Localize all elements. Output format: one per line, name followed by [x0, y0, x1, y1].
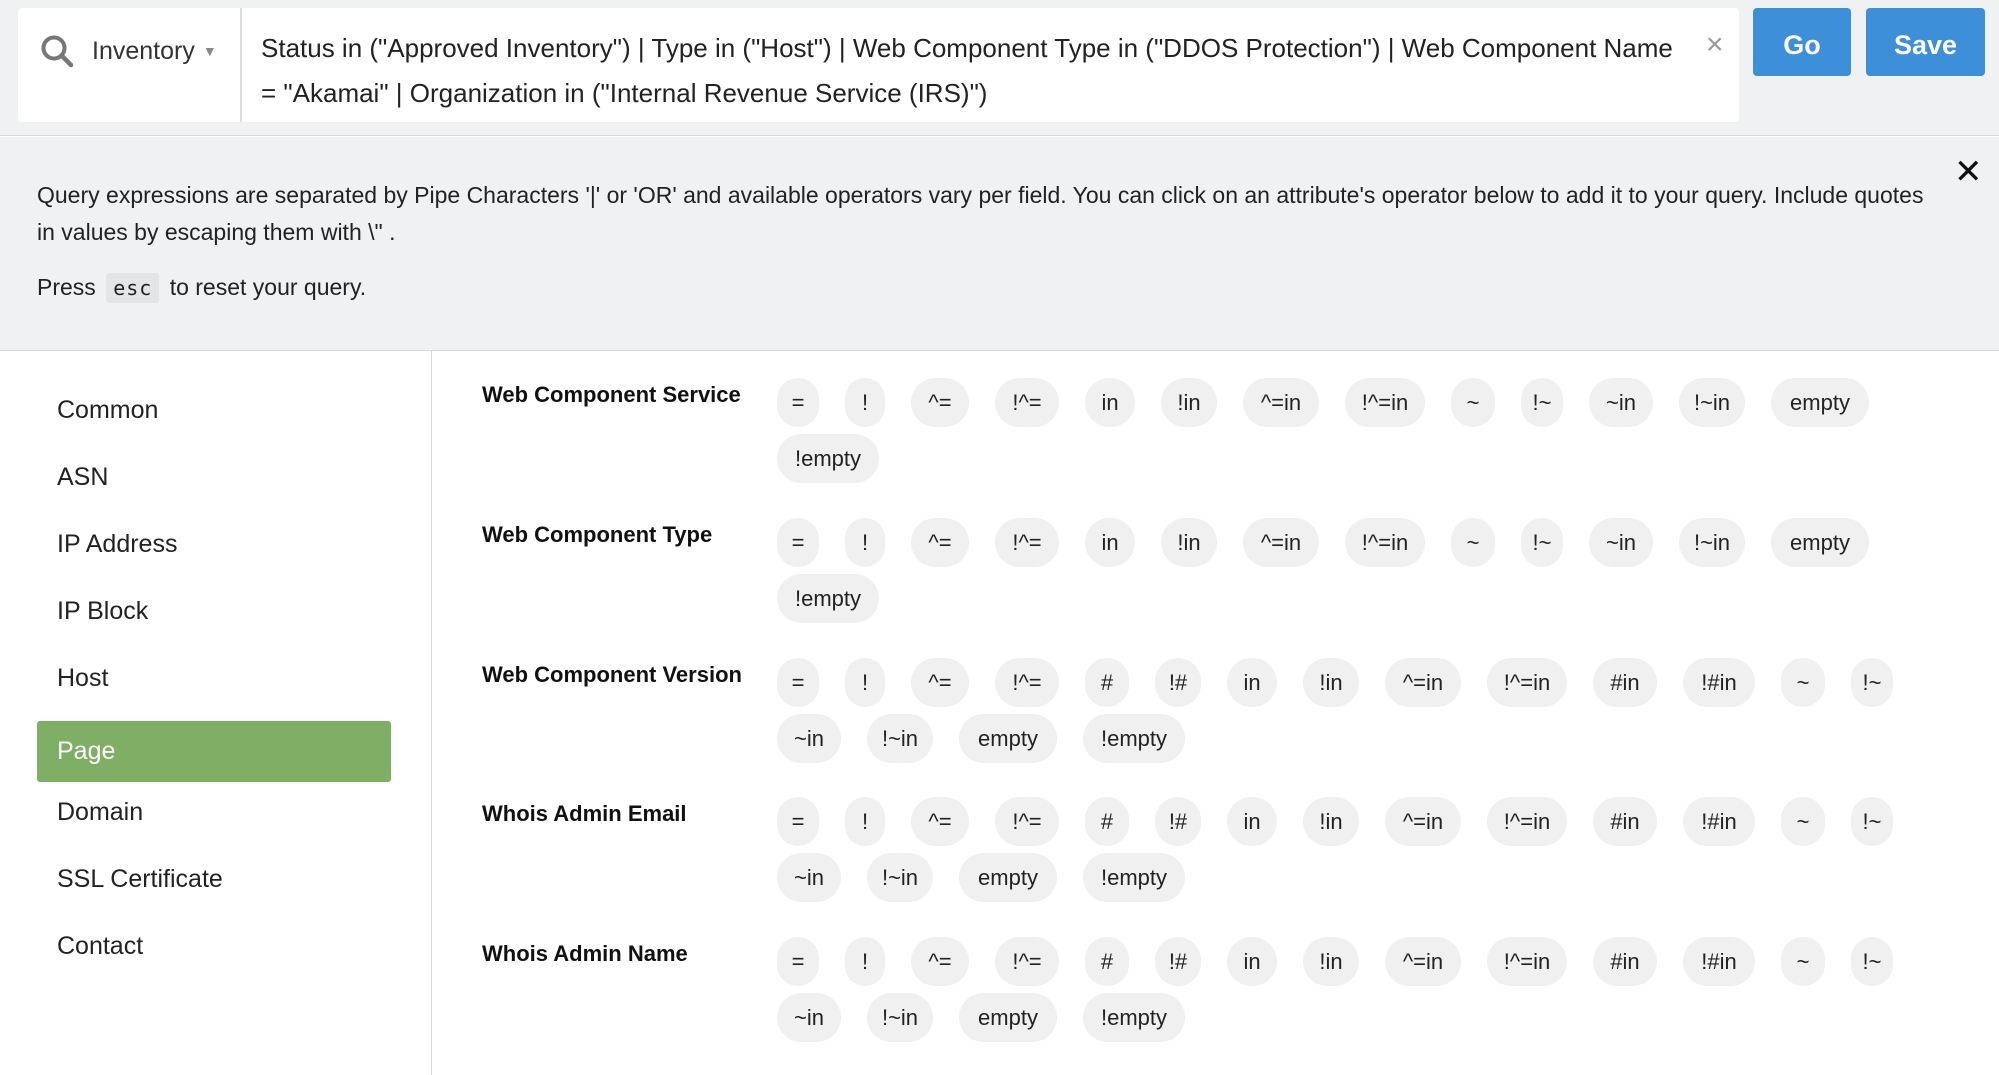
operator-chip[interactable]: in — [1085, 518, 1135, 567]
operator-chip[interactable]: = — [777, 378, 819, 427]
operator-chip[interactable]: empty — [1771, 378, 1869, 427]
operator-chip[interactable]: !empty — [1083, 853, 1185, 902]
operator-chip[interactable]: !empty — [777, 434, 879, 483]
help-esc-hint — [37, 271, 366, 303]
operator-chip[interactable]: empty — [959, 853, 1057, 902]
query-input[interactable]: Status in ("Approved Inventory") | Type in ("Host") | Web Component Type in ("DDOS Protection") | Web Component Name = "Akamai" | Organization in ("Internal Revenue Service (IRS)") — [261, 33, 1673, 108]
operator-chip[interactable]: !# — [1155, 658, 1201, 707]
category-sidebar — [0, 351, 432, 1075]
operator-chip[interactable]: !~in — [1679, 518, 1745, 567]
operator-chip[interactable]: !~ — [1521, 518, 1563, 567]
operator-chip[interactable]: !~ — [1851, 797, 1893, 846]
operator-chip[interactable]: !^= — [995, 937, 1059, 986]
operator-chip[interactable]: !^=in — [1487, 937, 1567, 986]
operator-chip[interactable]: !~ — [1851, 937, 1893, 986]
operator-chip[interactable]: ~ — [1451, 518, 1495, 567]
operator-chip[interactable]: #in — [1593, 937, 1657, 986]
operator-chip[interactable]: ! — [845, 518, 885, 567]
sidebar-item-ip-block[interactable]: IP Block — [57, 597, 149, 625]
operator-chip[interactable]: empty — [1771, 518, 1869, 567]
attribute-label: Web Component Version — [482, 662, 742, 687]
operator-chip[interactable]: ^= — [911, 797, 969, 846]
operator-chip[interactable]: !in — [1303, 797, 1359, 846]
search-icon — [40, 34, 74, 68]
operator-chip[interactable]: ^=in — [1385, 797, 1461, 846]
operator-chip[interactable]: !empty — [777, 574, 879, 623]
operator-chip[interactable]: = — [777, 797, 819, 846]
clear-query-icon[interactable]: × — [1706, 28, 1724, 61]
operator-chip[interactable]: ~in — [1589, 518, 1653, 567]
caret-down-icon: ▼ — [202, 43, 217, 59]
operator-chip[interactable]: !#in — [1683, 658, 1755, 707]
operator-chip[interactable]: !in — [1303, 658, 1359, 707]
operator-chip[interactable]: !^=in — [1345, 518, 1425, 567]
sidebar-item-ip-address[interactable]: IP Address — [57, 530, 178, 558]
operator-chip[interactable]: !in — [1303, 937, 1359, 986]
operator-chip[interactable]: empty — [959, 714, 1057, 763]
operator-chip[interactable]: ~ — [1781, 658, 1825, 707]
search-box — [18, 8, 1739, 122]
operator-chip[interactable]: !~ — [1521, 378, 1563, 427]
operator-chip[interactable]: ^=in — [1385, 658, 1461, 707]
operator-chip[interactable]: !^=in — [1487, 797, 1567, 846]
operator-chip[interactable]: !in — [1161, 378, 1217, 427]
scope-label: Inventory — [92, 37, 195, 65]
operator-chip[interactable]: !^= — [995, 378, 1059, 427]
operator-chip[interactable]: ^=in — [1243, 518, 1319, 567]
attribute-label: Whois Admin Name — [482, 941, 688, 966]
sidebar-item-domain[interactable]: Domain — [57, 798, 144, 826]
operator-chip[interactable]: in — [1227, 658, 1277, 707]
operator-chip[interactable]: !#in — [1683, 937, 1755, 986]
operator-chip[interactable]: in — [1085, 378, 1135, 427]
operator-chip[interactable]: ~in — [777, 714, 841, 763]
operator-chip[interactable]: ~in — [1589, 378, 1653, 427]
operator-chip[interactable]: ~in — [777, 853, 841, 902]
operator-chip[interactable]: empty — [959, 993, 1057, 1042]
operator-chip[interactable]: !~in — [867, 714, 933, 763]
operator-chip[interactable]: !^=in — [1487, 658, 1567, 707]
operator-chip[interactable]: ! — [845, 937, 885, 986]
reset-text: to reset your query. — [169, 274, 367, 300]
scope-divider — [240, 8, 242, 122]
operator-chip[interactable]: ^=in — [1385, 937, 1461, 986]
operator-chip[interactable]: !~in — [867, 853, 933, 902]
operator-chip[interactable]: # — [1085, 797, 1129, 846]
operator-chip[interactable]: ! — [845, 658, 885, 707]
operator-chip[interactable]: = — [777, 937, 819, 986]
operator-chip[interactable]: !~in — [867, 993, 933, 1042]
operator-chip[interactable]: !^=in — [1345, 378, 1425, 427]
operator-chip[interactable]: !^= — [995, 518, 1059, 567]
operator-chip[interactable]: ~in — [777, 993, 841, 1042]
operator-chip[interactable]: = — [777, 658, 819, 707]
sidebar-item-ssl-certificate[interactable]: SSL Certificate — [57, 865, 223, 893]
operator-chip[interactable]: in — [1227, 797, 1277, 846]
search-bar — [0, 0, 1999, 136]
operator-chip[interactable]: !# — [1155, 937, 1201, 986]
operator-chip[interactable]: # — [1085, 937, 1129, 986]
operator-chip[interactable]: ! — [845, 797, 885, 846]
press-text: Press — [37, 274, 96, 300]
save-button[interactable]: Save — [1866, 8, 1985, 76]
operator-chip[interactable]: ~ — [1781, 797, 1825, 846]
operator-chip[interactable]: !#in — [1683, 797, 1755, 846]
attribute-label: Web Component Service — [482, 382, 741, 407]
operator-chip[interactable]: ^= — [911, 518, 969, 567]
attribute-label: Whois Admin Email — [482, 801, 687, 826]
operator-chip[interactable]: !empty — [1083, 993, 1185, 1042]
sidebar-item-common[interactable]: Common — [57, 396, 159, 424]
operator-chip[interactable]: ~ — [1451, 378, 1495, 427]
operator-chip[interactable]: ! — [845, 378, 885, 427]
scope-dropdown[interactable] — [92, 32, 217, 70]
operator-chip[interactable]: ^=in — [1243, 378, 1319, 427]
help-text: Query expressions are separated by Pipe Characters '|' or 'OR' and available operators vary per field. You can click on an attribute's operator below to add it to your query. Include quotes in values by escaping them with \" . — [37, 182, 1924, 245]
operator-chip[interactable]: ^= — [911, 937, 969, 986]
operator-chip[interactable]: !^= — [995, 658, 1059, 707]
sidebar-item-page[interactable]: Page — [37, 721, 391, 782]
operator-chip[interactable]: #in — [1593, 658, 1657, 707]
query-help-panel — [0, 137, 1999, 351]
operator-chip[interactable]: !in — [1161, 518, 1217, 567]
sidebar-item-contact[interactable]: Contact — [57, 932, 144, 960]
attribute-label: Web Component Type — [482, 522, 713, 547]
go-button[interactable]: Go — [1753, 8, 1851, 76]
operator-chip[interactable]: !~ — [1851, 658, 1893, 707]
operator-chip[interactable]: !~in — [1679, 378, 1745, 427]
operator-chip[interactable]: = — [777, 518, 819, 567]
close-help-icon[interactable]: ✕ — [1954, 153, 1983, 191]
operator-chip[interactable]: # — [1085, 658, 1129, 707]
operator-chip[interactable]: in — [1227, 937, 1277, 986]
operator-chip[interactable]: ^= — [911, 658, 969, 707]
operator-chip[interactable]: !empty — [1083, 714, 1185, 763]
sidebar-item-asn[interactable]: ASN — [57, 463, 109, 491]
esc-key: esc — [106, 273, 159, 303]
operator-chip[interactable]: ^= — [911, 378, 969, 427]
operator-chip[interactable]: ~ — [1781, 937, 1825, 986]
operator-chip[interactable]: !^= — [995, 797, 1059, 846]
sidebar-item-host[interactable]: Host — [57, 664, 109, 692]
operator-chip[interactable]: !# — [1155, 797, 1201, 846]
operator-chip[interactable]: #in — [1593, 797, 1657, 846]
